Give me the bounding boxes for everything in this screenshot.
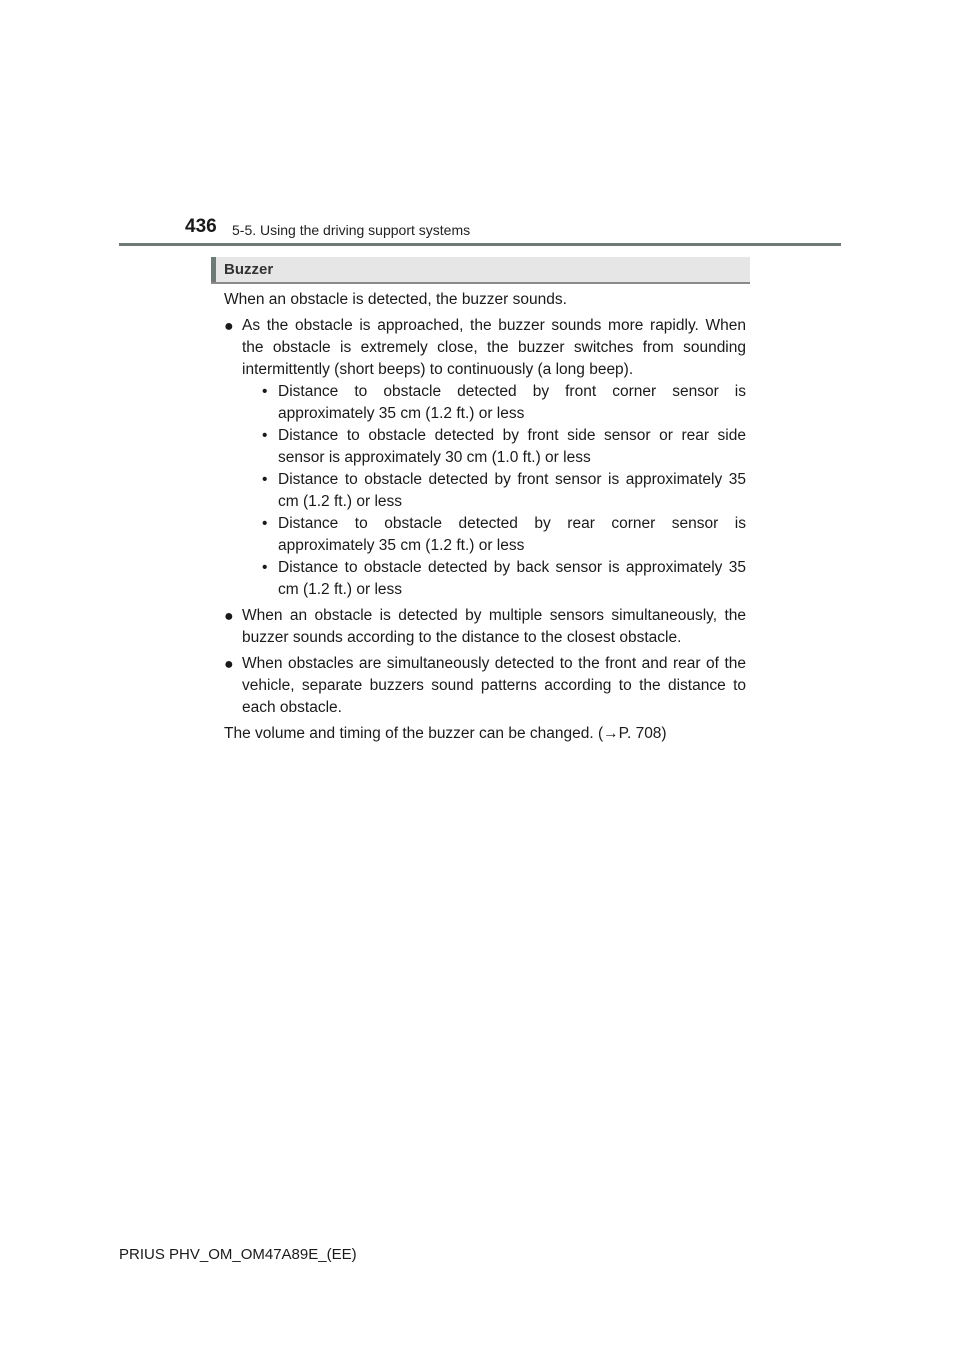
subheading-title: Buzzer: [224, 261, 274, 278]
sub-item-text: Distance to obstacle detected by back sensor is approximately 35 cm (1.2 ft.) or less: [278, 559, 746, 598]
section-title: 5-5. Using the driving support systems: [232, 222, 471, 238]
bullet-item: [224, 653, 746, 719]
bullet-dot-icon: ●: [224, 608, 234, 625]
bullet-text: As the obstacle is approached, the buzzer sounds more rapidly. When the obstacle is extremely close, the buzzer switches from sounding intermittently (short beeps) to continuously (a long beep).: [242, 317, 746, 378]
sub-item-text: Distance to obstacle detected by front corner sensor is approximately 35 cm (1.2 ft.) or less: [278, 383, 746, 422]
sub-list-item: [242, 513, 746, 557]
bullet-item: [224, 605, 746, 649]
page-header: [0, 0, 960, 250]
bullet-item: [224, 315, 746, 601]
bullet-text: When an obstacle is detected by multiple sensors simultaneously, the buzzer sounds according to the distance to the closest obstacle.: [242, 607, 746, 646]
sub-item-text: Distance to obstacle detected by front side sensor or rear side sensor is approximately 30 cm (1.0 ft.) or less: [278, 427, 746, 466]
subheading-accent-bar: [211, 257, 216, 282]
sub-bullet-icon: •: [262, 559, 268, 576]
body-content: [224, 289, 746, 749]
bullet-text: When obstacles are simultaneously detected to the front and rear of the vehicle, separate buzzers sound patterns according to the distance to each obstacle.: [242, 655, 746, 716]
header-divider: [119, 243, 841, 246]
sub-list-item: [242, 381, 746, 425]
buzzer-subheading: [211, 257, 750, 284]
sub-item-text: Distance to obstacle detected by rear corner sensor is approximately 35 cm (1.2 ft.) or less: [278, 515, 746, 554]
bullet-dot-icon: ●: [224, 318, 234, 335]
sub-list-item: [242, 469, 746, 513]
sub-list-item: [242, 425, 746, 469]
sub-list-item: [242, 557, 746, 601]
sub-bullet-icon: •: [262, 383, 268, 400]
page-number: 436: [185, 216, 217, 237]
sub-bullet-icon: •: [262, 427, 268, 444]
sub-item-text: Distance to obstacle detected by front sensor is approximately 35 cm (1.2 ft.) or less: [278, 471, 746, 510]
sub-bullet-icon: •: [262, 471, 268, 488]
intro-paragraph: When an obstacle is detected, the buzzer sounds.: [224, 291, 567, 308]
sub-bullet-icon: •: [262, 515, 268, 532]
closing-paragraph: The volume and timing of the buzzer can be changed. (→P. 708): [224, 725, 667, 742]
bullet-dot-icon: ●: [224, 656, 234, 673]
footer-document-code: PRIUS PHV_OM_OM47A89E_(EE): [119, 1246, 357, 1263]
sub-list: [242, 381, 746, 601]
